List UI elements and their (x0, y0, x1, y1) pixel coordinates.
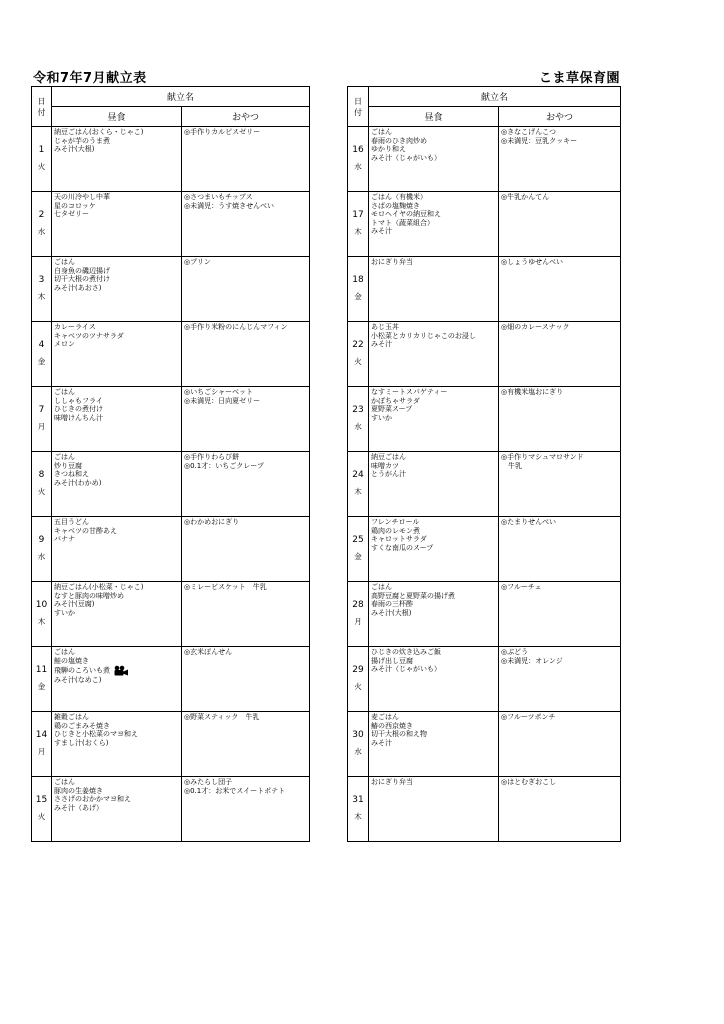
day-number: 3 (38, 275, 45, 285)
lunch-item: 春雨の三杯酢 (371, 600, 413, 609)
snack-item: ◎手作り米粉のにんじんマフィン (184, 323, 288, 331)
weekday: 木 (354, 487, 362, 496)
lunch-item: ひじきの煮付け (54, 405, 103, 414)
weekday: 木 (354, 812, 362, 821)
snack-header: おやつ (499, 107, 621, 127)
weekday: 月 (37, 747, 46, 756)
menu-row (348, 257, 621, 322)
day-number: 11 (35, 665, 48, 675)
snack-cell (499, 192, 621, 257)
lunch-item: メロン (54, 340, 75, 349)
lunch-item: 納豆ごはん(小松菜・じゃこ) (54, 583, 144, 591)
date-cell (348, 257, 369, 322)
day-number: 17 (352, 210, 364, 220)
menu-table-right (347, 86, 621, 842)
date-cell (348, 647, 369, 712)
day-number: 15 (35, 795, 48, 805)
lunch-item: 揚げ出し豆腐 (371, 656, 413, 665)
snack-item: ◎未満児：オレンジ (501, 656, 563, 665)
lunch-item: おにぎり弁当 (371, 778, 413, 786)
weekday: 金 (354, 292, 362, 301)
lunch-cell (52, 582, 182, 647)
snack-item: ◎野菜スティック 牛乳 (184, 713, 260, 721)
snack-item: ◎0.1才：いちごクレープ (184, 461, 264, 470)
lunch-cell (369, 517, 499, 582)
lunch-item: 春雨のひき肉炒め (371, 136, 427, 145)
menu-name-header: 献立名 (369, 87, 621, 107)
lunch-cell (52, 192, 182, 257)
snack-item: ◎たまりせんべい (501, 518, 556, 526)
menu-row (348, 127, 621, 192)
snack-item: ◎ぶどう (501, 648, 529, 656)
weekday: 水 (37, 552, 46, 561)
menu-row (32, 387, 310, 452)
lunch-item: 五目うどん (54, 518, 89, 526)
date-cell (32, 582, 52, 647)
menu-row (32, 582, 310, 647)
snack-cell (499, 517, 621, 582)
snack-cell (182, 582, 310, 647)
lunch-cell (52, 257, 182, 322)
lunch-item: 炒り豆腐 (54, 461, 82, 470)
lunch-item: ごはん (371, 583, 392, 591)
lunch-cell (369, 322, 499, 387)
snack-cell (182, 777, 310, 842)
lunch-item: ゆかり和え (371, 145, 406, 154)
menu-row (348, 517, 621, 582)
lunch-item: 味噌けんちん汁 (54, 413, 103, 422)
snack-item: ◎玄米ぽんせん (184, 648, 233, 656)
lunch-item: みそ汁 (371, 227, 392, 236)
date-cell (32, 517, 52, 582)
lunch-cell (369, 387, 499, 452)
snack-item: ◎畑のカレースナック (501, 323, 570, 331)
lunch-cell (369, 647, 499, 712)
date-cell (348, 192, 369, 257)
weekday: 火 (354, 357, 362, 366)
snack-cell (499, 712, 621, 777)
date-cell (32, 452, 52, 517)
lunch-item: さばの塩麹焼き (371, 201, 420, 210)
snack-item: ◎みたらし団子 (184, 778, 233, 786)
lunch-item: なすミートスパゲティー (371, 388, 448, 396)
lunch-item: すいか (371, 413, 392, 422)
lunch-item: 夏野菜スープ (371, 405, 413, 414)
lunch-cell (52, 452, 182, 517)
snack-item: ◎0.1才：お米でスイートポテト (184, 786, 286, 795)
lunch-item: ししゃもフライ (54, 396, 103, 405)
date-cell (32, 192, 52, 257)
lunch-item: 鮭の塩焼き (54, 656, 89, 665)
lunch-header: 昼食 (369, 107, 499, 127)
snack-cell (499, 387, 621, 452)
lunch-item: キャベツの甘酢あえ (54, 526, 117, 535)
menu-row (348, 712, 621, 777)
snack-cell (182, 712, 310, 777)
snack-item: 牛乳 (501, 461, 522, 470)
lunch-item: みそ汁(わかめ) (54, 478, 102, 487)
menu-row (32, 517, 310, 582)
date-cell (348, 452, 369, 517)
lunch-item: 鶏肉のレモン煮 (371, 526, 420, 535)
date-cell (32, 257, 52, 322)
day-number: 25 (352, 535, 364, 545)
lunch-cell (369, 257, 499, 322)
lunch-item: あじ玉丼 (371, 323, 399, 331)
snack-item: ◎有機米塩おにぎり (501, 388, 564, 396)
lunch-item: 麦ごはん (371, 713, 399, 721)
snack-cell (182, 257, 310, 322)
lunch-cell (369, 712, 499, 777)
lunch-item: なすと豚肉の味噌炒め (54, 591, 124, 600)
lunch-item: おにぎり弁当 (371, 258, 413, 266)
menu-row (348, 777, 621, 842)
lunch-cell (369, 582, 499, 647)
snack-item: ◎未満児：日向夏ゼリー (184, 396, 261, 405)
lunch-item: 星のコロッケ (54, 201, 96, 210)
lunch-item: ごはん (54, 388, 75, 396)
lunch-item: カレーライス (54, 323, 96, 331)
menu-row (348, 582, 621, 647)
menu-row (32, 127, 310, 192)
lunch-item: みそ汁（じゃがいも） (371, 665, 441, 674)
weekday: 木 (37, 292, 46, 301)
snack-cell (499, 452, 621, 517)
snack-cell (182, 127, 310, 192)
menu-row (32, 322, 310, 387)
weekday: 水 (37, 227, 46, 236)
date-cell (348, 387, 369, 452)
lunch-item: ごはん（有機米） (371, 193, 427, 201)
weekday: 月 (37, 422, 46, 431)
lunch-item: 天の川冷やし中華 (54, 193, 110, 201)
lunch-item: みそ汁(あおさ) (54, 283, 102, 292)
lunch-cell (52, 712, 182, 777)
day-number: 22 (352, 340, 364, 350)
date-cell (32, 777, 52, 842)
lunch-cell (369, 192, 499, 257)
lunch-item: みそ汁(大根) (371, 608, 412, 617)
lunch-cell (369, 452, 499, 517)
day-number: 1 (38, 145, 45, 155)
date-cell (32, 712, 52, 777)
snack-cell (182, 517, 310, 582)
lunch-item: 豚肉の生姜焼き (54, 786, 103, 795)
snack-cell (499, 257, 621, 322)
day-number: 7 (38, 405, 45, 415)
lunch-item: みそ汁(豆腐) (54, 600, 95, 609)
lunch-item: すいか (54, 608, 75, 617)
weekday: 金 (354, 552, 362, 561)
lunch-item: みそ汁 (371, 340, 392, 349)
lunch-item: ささげのおかかマヨ和え (54, 795, 131, 804)
menu-row (32, 192, 310, 257)
weekday: 金 (37, 682, 46, 691)
lunch-item: 切干大根の煮付け (54, 275, 110, 284)
snack-cell (182, 647, 310, 712)
lunch-cell (52, 517, 182, 582)
lunch-cell (369, 777, 499, 842)
menu-row (32, 257, 310, 322)
date-cell (32, 127, 52, 192)
menu-row (32, 452, 310, 517)
lunch-item: じゃが芋のうま煮 (54, 136, 110, 145)
day-number: 2 (38, 210, 45, 220)
lunch-item: みそ汁（あげ） (54, 803, 103, 812)
day-number: 30 (352, 730, 364, 740)
day-number: 23 (352, 405, 364, 415)
snack-cell (499, 322, 621, 387)
lunch-item: かぼちゃサラダ (371, 396, 420, 405)
lunch-item: ごはん (54, 778, 75, 786)
weekday: 月 (354, 617, 362, 626)
date-cell (348, 712, 369, 777)
lunch-item: ごはん (54, 258, 75, 266)
lunch-item: みそ汁(大根) (54, 145, 95, 154)
lunch-item: フレンチロール (371, 518, 420, 526)
snack-item: ◎しょうゆせんべい (501, 258, 563, 266)
snack-item: ◎手作りわらび餅 (184, 453, 240, 461)
weekday: 火 (37, 162, 46, 171)
day-number: 29 (352, 665, 364, 675)
weekday: 金 (37, 357, 46, 366)
menu-row (348, 387, 621, 452)
date-cell (348, 127, 369, 192)
weekday: 火 (37, 812, 46, 821)
menu-row (348, 322, 621, 387)
snack-item: ◎はとむぎおこし (501, 778, 557, 786)
lunch-item: キャベツのツナサラダ (54, 331, 124, 340)
snack-cell (499, 582, 621, 647)
lunch-item: 味噌カツ (371, 461, 399, 470)
date-cell (348, 582, 369, 647)
weekday: 水 (354, 162, 362, 171)
snack-cell (499, 127, 621, 192)
date-cell (32, 322, 52, 387)
snack-header: おやつ (182, 107, 310, 127)
lunch-item: 納豆ごはん(おくら・じゃこ) (54, 128, 144, 136)
nursery-name: こま草保育園 (538, 71, 620, 86)
menu-name-header: 献立名 (52, 87, 310, 107)
day-number: 18 (352, 275, 364, 285)
menu-row (32, 777, 310, 842)
lunch-cell (52, 647, 182, 712)
camera-icon (113, 665, 129, 676)
lunch-item: 切干大根の和え物 (371, 730, 427, 739)
snack-item: ◎プリン (184, 258, 211, 266)
lunch-item: みそ汁 (371, 738, 392, 747)
snack-item: ◎フルーツポンチ (501, 713, 556, 721)
snack-cell (182, 452, 310, 517)
snack-item: ◎手作りカルピスゼリー (184, 128, 261, 136)
snack-cell (182, 192, 310, 257)
snack-cell (499, 647, 621, 712)
snack-item: ◎わかめおにぎり (184, 518, 240, 526)
lunch-item: みそ汁(なめこ) (54, 676, 102, 685)
menu-row (348, 647, 621, 712)
lunch-item: 鶏のごまみそ焼き (54, 721, 110, 730)
day-number: 8 (38, 470, 45, 480)
snack-cell (182, 387, 310, 452)
lunch-header: 昼食 (52, 107, 182, 127)
snack-item: ◎ミレービスケット 牛乳 (184, 583, 267, 591)
date-cell (32, 387, 52, 452)
date-cell (348, 322, 369, 387)
menu-row (32, 647, 310, 712)
lunch-cell (52, 777, 182, 842)
day-number: 14 (35, 730, 48, 740)
lunch-item: モロヘイヤの納豆和え (371, 210, 441, 219)
weekday: 火 (37, 487, 46, 496)
lunch-item: みそ汁（じゃがいも） (371, 153, 441, 162)
date-header: 日付 (348, 87, 369, 127)
snack-item: ◎手作りマシュマロサンド (501, 453, 584, 461)
menu-row (348, 452, 621, 517)
lunch-item: 白身魚の磯辺揚げ (54, 266, 110, 275)
day-number: 9 (38, 535, 45, 545)
lunch-cell (52, 387, 182, 452)
lunch-item: 小松菜とカリカリじゃこのお浸し (371, 331, 476, 340)
menu-table-left (31, 86, 310, 842)
lunch-item: すまし汁(おくら) (54, 738, 109, 747)
lunch-item: 納豆ごはん (371, 453, 406, 461)
lunch-item: とうがん汁 (371, 470, 406, 479)
lunch-item: キャロットサラダ (371, 535, 427, 544)
lunch-item: 雑穀ごはん (54, 713, 89, 721)
lunch-item: きつね和え (54, 470, 89, 479)
lunch-item: ごはん (54, 453, 75, 461)
snack-item: ◎いちごシャーベット (184, 388, 253, 396)
date-cell (32, 647, 52, 712)
lunch-item: バナナ (54, 535, 75, 544)
day-number: 10 (35, 600, 48, 610)
day-number: 16 (352, 145, 364, 155)
menu-row (348, 192, 621, 257)
menu-row (32, 712, 310, 777)
snack-item: ◎未満児：うす焼きせんべい (184, 201, 274, 210)
snack-item: ◎フルーチェ (501, 583, 542, 591)
lunch-cell (369, 127, 499, 192)
lunch-cell (52, 127, 182, 192)
lunch-item: 鰆の西京焼き (371, 721, 413, 730)
day-number: 24 (352, 470, 364, 480)
snack-item: ◎きなこげんこつ (501, 128, 556, 136)
date-cell (348, 517, 369, 582)
date-header: 日付 (32, 87, 52, 127)
lunch-cell (52, 322, 182, 387)
lunch-item: トマト（蔬菜組合） (371, 218, 434, 227)
snack-item: ◎さつまいもチップス (184, 193, 253, 201)
lunch-item: ひじきの炊き込みご飯 (371, 648, 441, 656)
snack-cell (499, 777, 621, 842)
day-number: 31 (352, 795, 364, 805)
day-number: 28 (352, 600, 364, 610)
date-cell (348, 777, 369, 842)
lunch-item: 飛騨のころいも煮 (54, 666, 110, 675)
weekday: 木 (354, 227, 362, 236)
lunch-item: ひじきと小松菜のマヨ和え (54, 730, 138, 739)
lunch-item: すくな南瓜のスープ (371, 543, 434, 552)
weekday: 火 (354, 682, 362, 691)
snack-item: ◎牛乳かんてん (501, 193, 550, 201)
lunch-item: ごはん (371, 128, 392, 136)
weekday: 水 (354, 422, 362, 431)
snack-item: ◎未満児：豆乳クッキー (501, 136, 578, 145)
snack-cell (182, 322, 310, 387)
weekday: 水 (354, 747, 362, 756)
page-title: 令和7年7月献立表 (33, 71, 147, 86)
lunch-item: ごはん (54, 648, 75, 656)
lunch-item: 七タゼリー (54, 210, 89, 219)
lunch-item: 高野豆腐と夏野菜の揚げ煮 (371, 591, 455, 600)
weekday: 木 (37, 617, 46, 626)
day-number: 4 (38, 340, 45, 350)
